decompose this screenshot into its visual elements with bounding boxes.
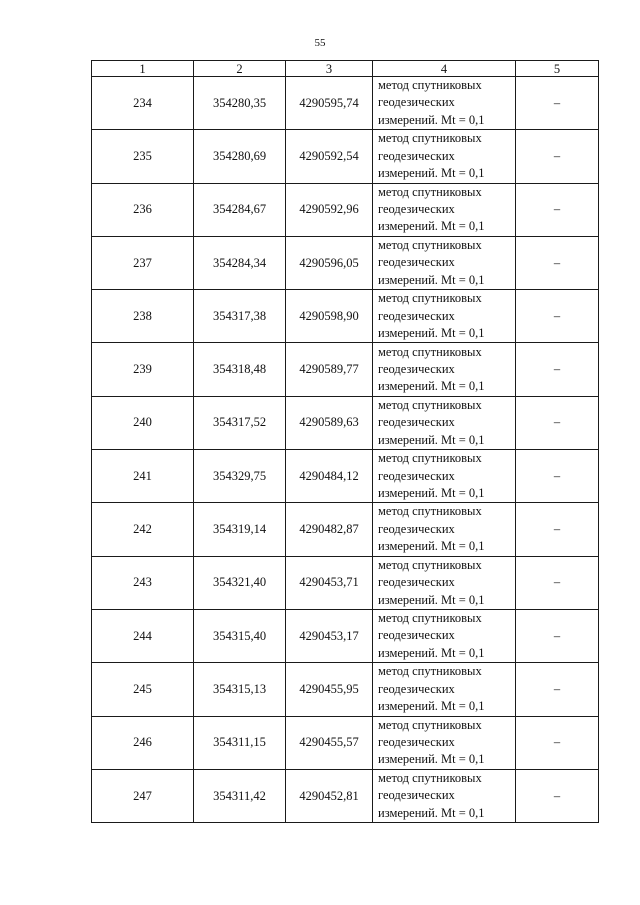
point-number-cell: 244: [92, 609, 194, 662]
table-row: [92, 343, 599, 396]
y-coordinate-cell: 4290482,87: [286, 503, 373, 556]
point-number-cell: 247: [92, 769, 194, 822]
method-cell: [373, 130, 516, 183]
method-line-3: измерений. Mt = 0,1: [378, 112, 485, 127]
y-coordinate-cell: 4290596,05: [286, 236, 373, 289]
method-cell: [373, 77, 516, 130]
table-row: [92, 769, 599, 822]
method-cell: [373, 609, 516, 662]
method-line-3: измерений. Mt = 0,1: [378, 539, 485, 554]
point-number-cell: 243: [92, 556, 194, 609]
table-header: [92, 61, 599, 77]
header-cell-3: 3: [286, 61, 373, 77]
method-line-3: измерений. Mt = 0,1: [378, 166, 485, 181]
description-cell: –: [516, 396, 599, 449]
x-coordinate-cell: 354317,38: [194, 290, 286, 343]
table-row: [92, 77, 599, 130]
method-line-1: метод спутниковых: [378, 717, 482, 732]
description-cell: –: [516, 343, 599, 396]
method-line-3: измерений. Mt = 0,1: [378, 219, 485, 234]
header-cell-2: 2: [194, 61, 286, 77]
x-coordinate-cell: 354280,69: [194, 130, 286, 183]
table-row: [92, 183, 599, 236]
method-line-1: метод спутниковых: [378, 344, 482, 359]
method-line-3: измерений. Mt = 0,1: [378, 485, 485, 500]
x-coordinate-cell: 354311,42: [194, 769, 286, 822]
method-line-1: метод спутниковых: [378, 770, 482, 785]
method-line-3: измерений. Mt = 0,1: [378, 326, 485, 341]
y-coordinate-cell: 4290455,57: [286, 716, 373, 769]
x-coordinate-cell: 354284,34: [194, 236, 286, 289]
description-cell: –: [516, 556, 599, 609]
x-coordinate-cell: 354284,67: [194, 183, 286, 236]
description-cell: –: [516, 503, 599, 556]
x-coordinate-cell: 354318,48: [194, 343, 286, 396]
point-number-cell: 236: [92, 183, 194, 236]
method-line-1: метод спутниковых: [378, 291, 482, 306]
method-line-2: геодезических: [378, 148, 455, 163]
description-cell: –: [516, 77, 599, 130]
x-coordinate-cell: 354315,40: [194, 609, 286, 662]
description-cell: –: [516, 450, 599, 503]
method-cell: [373, 450, 516, 503]
method-line-2: геодезических: [378, 628, 455, 643]
method-line-3: измерений. Mt = 0,1: [378, 645, 485, 660]
point-number-cell: 239: [92, 343, 194, 396]
method-line-1: метод спутниковых: [378, 131, 482, 146]
method-line-3: измерений. Mt = 0,1: [378, 272, 485, 287]
method-line-2: геодезических: [378, 95, 455, 110]
method-line-3: измерений. Mt = 0,1: [378, 805, 485, 820]
y-coordinate-cell: 4290595,74: [286, 77, 373, 130]
table-row: [92, 450, 599, 503]
method-line-3: измерений. Mt = 0,1: [378, 432, 485, 447]
method-line-2: геодезических: [378, 255, 455, 270]
x-coordinate-cell: 354317,52: [194, 396, 286, 449]
point-number-cell: 234: [92, 77, 194, 130]
point-number-cell: 245: [92, 663, 194, 716]
method-line-2: геодезических: [378, 468, 455, 483]
method-cell: [373, 183, 516, 236]
point-number-cell: 242: [92, 503, 194, 556]
method-line-2: геодезических: [378, 202, 455, 217]
header-row: [92, 61, 599, 77]
method-line-1: метод спутниковых: [378, 397, 482, 412]
method-line-1: метод спутниковых: [378, 237, 482, 252]
page-number: 55: [314, 37, 326, 49]
x-coordinate-cell: 354329,75: [194, 450, 286, 503]
method-line-2: геодезических: [378, 735, 455, 749]
method-line-3: измерений. Mt = 0,1: [378, 592, 485, 607]
description-cell: –: [516, 183, 599, 236]
point-number-cell: 241: [92, 450, 194, 503]
method-cell: [373, 769, 516, 822]
x-coordinate-cell: 354319,14: [194, 503, 286, 556]
x-coordinate-cell: 354311,15: [194, 716, 286, 769]
method-cell: [373, 290, 516, 343]
method-line-3: измерений. Mt = 0,1: [378, 752, 485, 767]
method-line-2: геодезических: [378, 575, 455, 590]
method-line-3: измерений. Mt = 0,1: [378, 699, 485, 714]
y-coordinate-cell: 4290453,71: [286, 556, 373, 609]
point-number-cell: 246: [92, 716, 194, 769]
table-row: [92, 663, 599, 716]
point-number-cell: 240: [92, 396, 194, 449]
point-number-cell: 237: [92, 236, 194, 289]
table-row: [92, 503, 599, 556]
description-cell: –: [516, 130, 599, 183]
method-cell: [373, 503, 516, 556]
table-row: [92, 556, 599, 609]
description-cell: –: [516, 290, 599, 343]
method-cell: [373, 716, 516, 769]
y-coordinate-cell: 4290598,90: [286, 290, 373, 343]
table-row: [92, 396, 599, 449]
description-cell: –: [516, 236, 599, 289]
method-line-2: геодезических: [378, 681, 455, 696]
y-coordinate-cell: 4290455,95: [286, 663, 373, 716]
method-cell: [373, 343, 516, 396]
y-coordinate-cell: 4290453,17: [286, 609, 373, 662]
y-coordinate-cell: 4290592,54: [286, 130, 373, 183]
x-coordinate-cell: 354321,40: [194, 556, 286, 609]
header-cell-4: 4: [373, 61, 516, 77]
method-line-2: геодезических: [378, 521, 455, 536]
method-cell: [373, 236, 516, 289]
y-coordinate-cell: 4290589,63: [286, 396, 373, 449]
method-line-2: геодезических: [378, 361, 455, 376]
table-row: [92, 290, 599, 343]
description-cell: –: [516, 769, 599, 822]
method-line-1: метод спутниковых: [378, 504, 482, 519]
method-line-1: метод спутниковых: [378, 78, 482, 93]
method-line-1: метод спутниковых: [378, 611, 482, 625]
method-line-2: геодезических: [378, 788, 455, 803]
description-cell: –: [516, 716, 599, 769]
x-coordinate-cell: 354280,35: [194, 77, 286, 130]
method-line-3: измерений. Mt = 0,1: [378, 379, 485, 394]
point-number-cell: 238: [92, 290, 194, 343]
method-cell: [373, 663, 516, 716]
description-cell: –: [516, 663, 599, 716]
header-cell-5: 5: [516, 61, 599, 77]
method-cell: [373, 556, 516, 609]
header-cell-1: 1: [92, 61, 194, 77]
description-cell: –: [516, 609, 599, 662]
table-row: [92, 130, 599, 183]
coordinates-table: [91, 60, 599, 823]
method-line-2: геодезических: [378, 415, 455, 430]
y-coordinate-cell: 4290589,77: [286, 343, 373, 396]
method-line-1: метод спутниковых: [378, 557, 482, 572]
method-cell: [373, 396, 516, 449]
y-coordinate-cell: 4290592,96: [286, 183, 373, 236]
method-line-2: геодезических: [378, 308, 455, 323]
y-coordinate-cell: 4290484,12: [286, 450, 373, 503]
table-row: [92, 716, 599, 769]
method-line-1: метод спутниковых: [378, 184, 482, 199]
table-row: [92, 236, 599, 289]
method-line-1: метод спутниковых: [378, 664, 482, 679]
y-coordinate-cell: 4290452,81: [286, 769, 373, 822]
point-number-cell: 235: [92, 130, 194, 183]
table-body: [92, 77, 599, 823]
x-coordinate-cell: 354315,13: [194, 663, 286, 716]
table-row: [92, 609, 599, 662]
method-line-1: метод спутниковых: [378, 451, 482, 466]
